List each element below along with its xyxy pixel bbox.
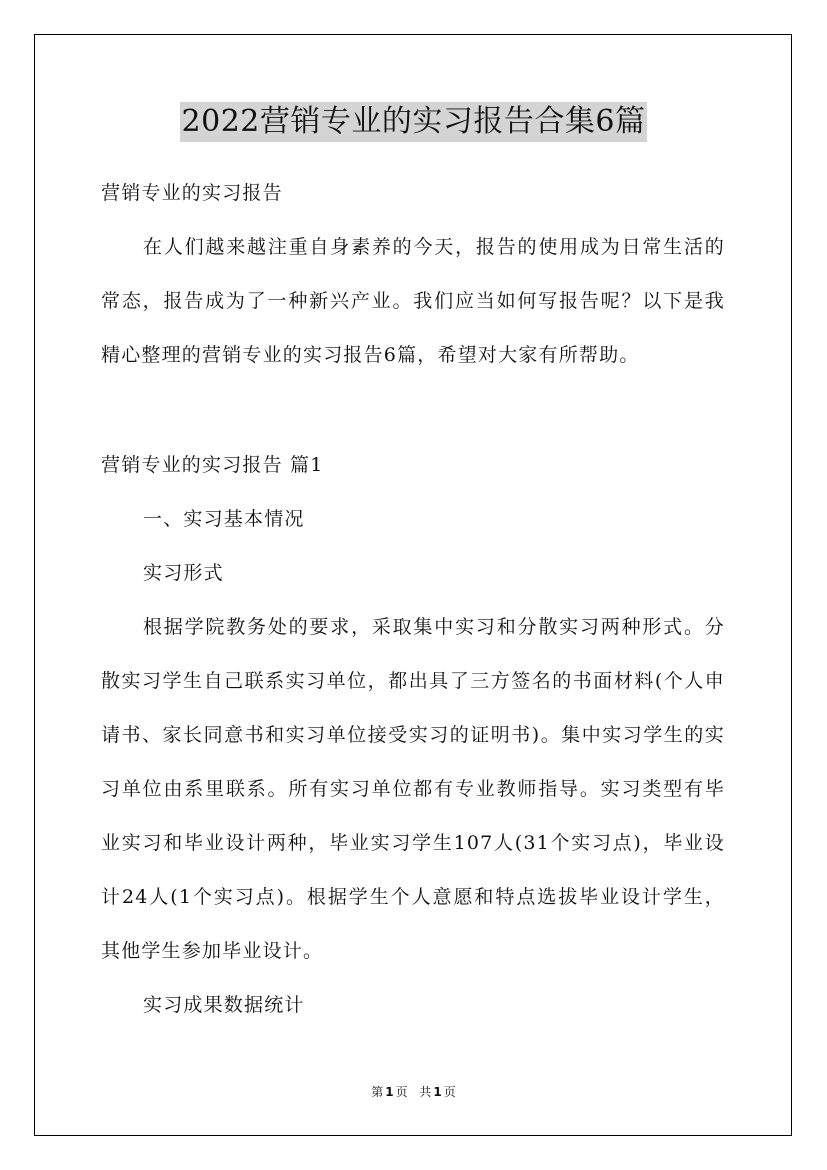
document-title: 2022营销专业的实习报告合集6篇 [180,102,648,142]
page-suffix: 页 [395,1085,408,1099]
total-suffix: 页 [443,1085,456,1099]
paragraph-line: 业实习和毕业设计两种，毕业实习学生107人(31个实习点)，毕业设 [101,832,725,854]
page-number [369,1085,409,1099]
paragraph-line: 在人们越来越注重自身素养的今天，报告的使用成为日常生活的 [143,236,725,258]
paragraph-line: 其他学生参加毕业设计。 [101,940,324,962]
paragraph-line: 计24人(1个实习点)。根据学生个人意愿和特点选拔毕业设计学生， [101,886,725,908]
page-total [417,1085,457,1099]
subheading: 一、实习基本情况 [143,508,305,530]
article-heading: 营销专业的实习报告 篇1 [101,454,324,476]
total-prefix: 共 [419,1085,432,1099]
page-current: 1 [385,1085,394,1099]
paragraph-line: 根据学院教务处的要求，采取集中实习和分散实习两种形式。分 [143,616,725,638]
section-heading: 营销专业的实习报告 [101,182,283,204]
subheading: 实习成果数据统计 [143,994,305,1016]
paragraph-line: 习单位由系里联系。所有实习单位都有专业教师指导。实习类型有毕 [101,778,725,800]
title-container [0,102,827,142]
paragraph-line: 散实习学生自己联系实习单位，都出具了三方签名的书面材料(个人申 [101,670,725,692]
page-footer [0,1084,827,1100]
paragraph-line: 常态，报告成为了一种新兴产业。我们应当如何写报告呢？以下是我 [101,290,725,312]
subheading: 实习形式 [143,562,224,584]
total-pages: 1 [433,1085,442,1099]
paragraph-line: 请书、家长同意书和实习单位接受实习的证明书)。集中实习学生的实 [101,724,725,746]
paragraph-line: 精心整理的营销专业的实习报告6篇，希望对大家有所帮助。 [101,344,640,366]
page-prefix: 第 [371,1085,384,1099]
